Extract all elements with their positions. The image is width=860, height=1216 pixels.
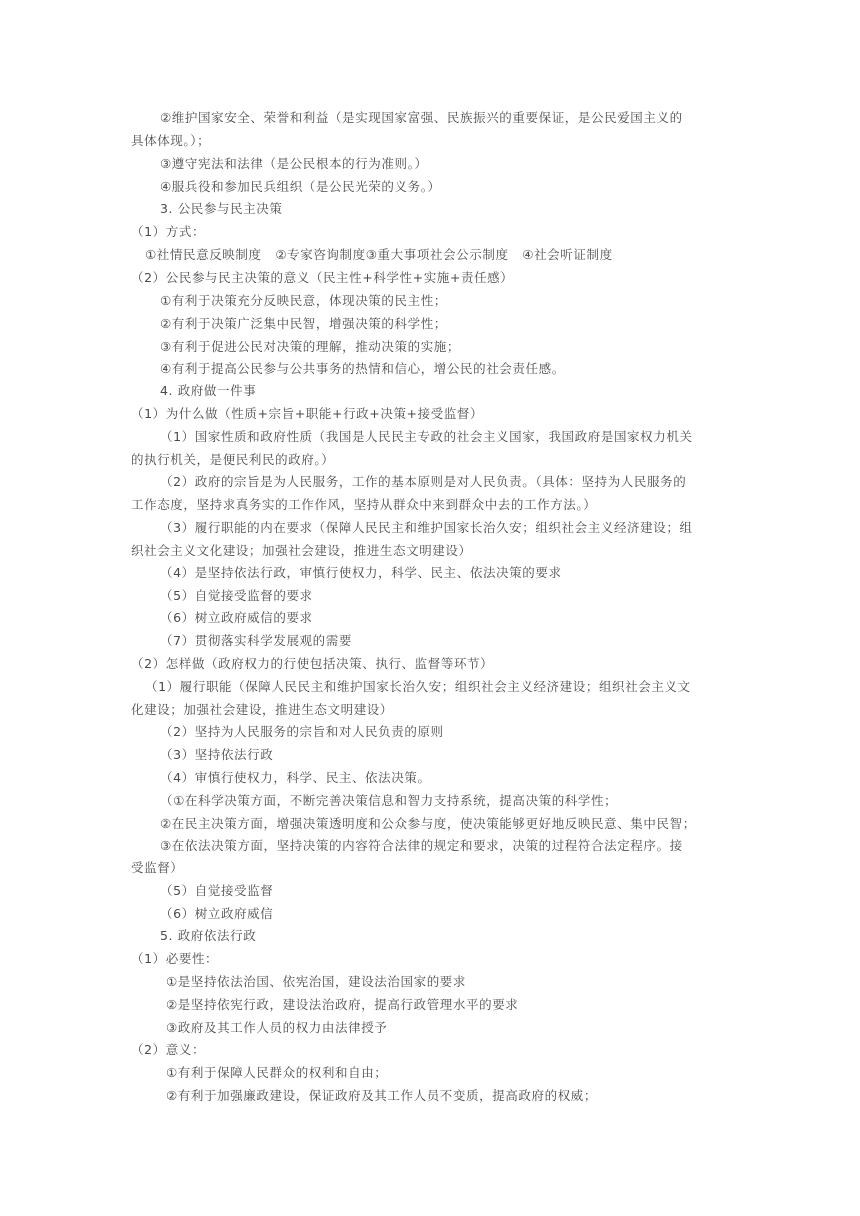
section-heading: 3. 公民参与民主决策 (160, 201, 283, 216)
text-line: 工作态度，坚持求真务实的工作作风，坚持从群众中来到群众中去的工作方法。） (131, 497, 597, 512)
text-line: 织社会主义文化建设；加强社会建设，推进生态文明建设） (131, 543, 472, 558)
text-line: （4）审慎行使权力，科学、民主、依法决策。 (160, 770, 431, 785)
text-line: （2）公民参与民主决策的意义（民主性+科学性+实施+责任感） (131, 270, 514, 285)
text-line: ①社情民意反映制度 ②专家咨询制度③重大事项社会公示制度 ④社会听证制度 (145, 247, 613, 262)
text-line: ①有利于决策充分反映民意，体现决策的民主性； (160, 293, 447, 308)
text-line: （①在科学决策方面，不断完善决策信息和智力支持系统，提高决策的科学性； (160, 793, 618, 808)
text-line: （4）是坚持依法行政，审慎行使权力，科学、民主、依法决策的要求 (160, 565, 562, 580)
text-line: （1）国家性质和政府性质（我国是人民民主专政的社会主义国家，我国政府是国家权力机关 (160, 429, 693, 444)
text-line: ④有利于提高公民参与公共事务的热情和信心，增公民的社会责任感。 (160, 361, 565, 376)
text-line: （2）意义： (131, 1042, 206, 1057)
text-line: 的执行机关，是便民利民的政府。） (131, 452, 335, 467)
text-line: （3）坚持依法行政 (160, 747, 274, 762)
text-line: ③在依法决策方面，坚持决策的内容符合法律的规定和要求，决策的过程符合法定程序。接 (160, 838, 683, 853)
text-line: （5）自觉接受监督 (160, 883, 274, 898)
section-heading: 4. 政府做一件事 (160, 383, 257, 398)
text-line: ②维护国家安全、荣誉和利益（是实现国家富强、民族振兴的重要保证，是公民爱国主义的 (160, 110, 683, 125)
text-line: （6）树立政府威信 (160, 906, 274, 921)
text-line: ②是坚持依宪行政，建设法治政府，提高行政管理水平的要求 (166, 997, 519, 1012)
text-line: （7）贯彻落实科学发展观的需要 (160, 633, 352, 648)
text-line: （2）怎样做（政府权力的行使包括决策、执行、监督等环节） (131, 656, 494, 671)
text-line: （1）履行职能（保障人民民主和维护国家长治久安；组织社会主义经济建设；组织社会主义文 (145, 679, 691, 694)
text-line: （2）政府的宗旨是为人民服务，工作的基本原则是对人民负责。（具体：坚持为人民服务的 (160, 474, 687, 489)
text-line: （2）坚持为人民服务的宗旨和对人民负责的原则 (160, 724, 444, 739)
text-line: ①是坚持依法治国、依宪治国，建设法治国家的要求 (166, 974, 467, 989)
text-line: ②在民主决策方面，增强决策透明度和公众参与度，使决策能够更好地反映民意、集中民智； (160, 816, 696, 831)
text-line: ②有利于决策广泛集中民智，增强决策的科学性； (160, 316, 447, 331)
section-heading: 5. 政府依法行政 (160, 928, 257, 943)
text-line: ③有利于促进公民对决策的理解，推动决策的实施； (160, 339, 461, 354)
text-line: （1）必要性： (131, 951, 219, 966)
text-line: ①有利于保障人民群众的权利和自由； (166, 1065, 388, 1080)
text-line: ④服兵役和参加民兵组织（是公民光荣的义务。） (160, 179, 441, 194)
text-line: （3）履行职能的内在要求（保障人民民主和维护国家长治久安；组织社会主义经济建设；组 (160, 520, 693, 535)
text-line: 具体体现。）； (131, 133, 211, 148)
text-line: ③遵守宪法和法律（是公民根本的行为准则。） (160, 156, 428, 171)
text-line: ③政府及其工作人员的权力由法律授予 (166, 1020, 388, 1035)
text-line: （1）方式： (131, 224, 206, 239)
text-line: （1）为什么做（性质+宗旨+职能+行政+决策+接受监督） (131, 406, 484, 421)
text-line: 化建设；加强社会建设，推进生态文明建设） (131, 702, 394, 717)
text-line: 受监督） (131, 860, 184, 875)
text-line: （6）树立政府威信的要求 (160, 610, 313, 625)
text-line: （5）自觉接受监督的要求 (160, 588, 313, 603)
text-line: ②有利于加强廉政建设，保证政府及其工作人员不变质，提高政府的权威； (166, 1088, 598, 1103)
